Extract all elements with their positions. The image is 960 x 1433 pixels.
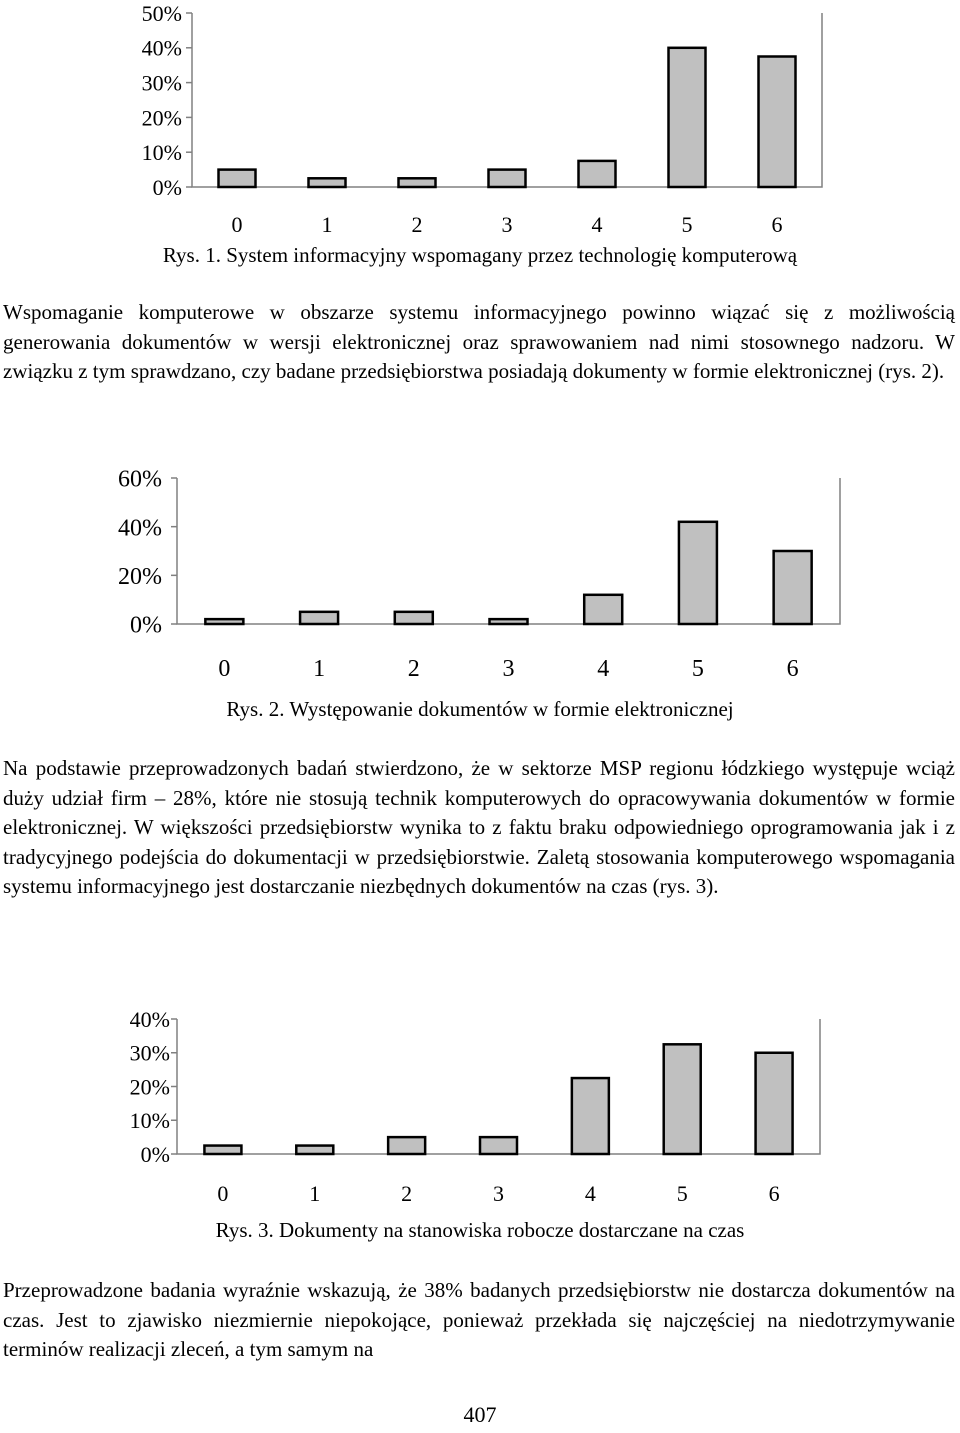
- bar: [219, 170, 256, 187]
- y-tick-label: 30%: [129, 1040, 170, 1066]
- chart-fig2-svg: [0, 450, 960, 690]
- x-tick-label: 2: [407, 656, 420, 682]
- bar: [399, 178, 436, 187]
- x-tick-label: 5: [681, 212, 693, 237]
- bar: [664, 1044, 701, 1154]
- paragraph-3: Przeprowadzone badania wyraźnie wskazują, że 38% badanych przedsiębiorstw nie dostarcza dokumentów na czas. Jest to zjawisko niezmiernie niepokojące, ponieważ przekłada się najczęściej na niedotrzymywanie terminów realizacji zleceń, a tym samym na: [3, 1278, 955, 1361]
- y-tick-label: 50%: [141, 0, 182, 26]
- bar: [204, 1146, 241, 1154]
- x-tick-label: 6: [771, 212, 783, 237]
- y-tick-label: 30%: [141, 70, 182, 96]
- bar: [759, 57, 796, 188]
- plot-frame: [192, 13, 822, 187]
- bar: [300, 612, 338, 624]
- plot-frame: [177, 478, 840, 624]
- bar: [480, 1137, 517, 1154]
- caption-fig1: Rys. 1. System informacyjny wspomagany przez technologię komputerową: [162, 243, 798, 267]
- paragraph-2: Na podstawie przeprowadzonych badań stwierdzono, że w sektorze MSP regionu łódzkiego występuje wciąż duży udział firm – 28%, które nie stosują technik komputerowych do opracowywania dokumentów w formie elektronicznej. W większości przedsiębiorstw wynika to z faktu braku odpowiedniego oprogramowania jak i z tradycyjnego podejścia do dokumentacji w przedsiębiorstwie. Zaletą stosowania komputerowego wspomagania systemu informacyjnego jest dostarczanie niezbędnych dokumentów na czas (rys. 3).: [3, 756, 955, 898]
- x-tick-label: 4: [597, 656, 610, 682]
- x-tick-label: 4: [591, 212, 603, 237]
- y-tick-label: 40%: [141, 35, 182, 61]
- bar: [490, 619, 528, 624]
- y-tick-label: 10%: [129, 1108, 170, 1134]
- bar: [572, 1078, 609, 1154]
- x-tick-label: 4: [584, 1181, 596, 1206]
- plot-frame: [177, 1019, 820, 1154]
- y-tick-label: 40%: [129, 1006, 170, 1032]
- y-tick-label: 20%: [129, 1074, 170, 1100]
- x-tick-label: 2: [411, 212, 423, 237]
- page-number: 407: [463, 1402, 497, 1427]
- y-tick-label: 20%: [141, 105, 182, 131]
- x-tick-label: 1: [321, 212, 333, 237]
- x-tick-label: 0: [218, 656, 231, 682]
- x-tick-label: 5: [691, 656, 704, 682]
- x-tick-label: 1: [313, 656, 326, 682]
- chart-fig1-svg: [0, 0, 960, 240]
- bar: [489, 170, 526, 187]
- chart-fig3-svg: [0, 1000, 960, 1210]
- x-tick-label: 1: [309, 1181, 321, 1206]
- y-tick-label: 0%: [152, 174, 182, 200]
- chart-fig2: [0, 450, 960, 690]
- chart-fig3: [0, 1000, 960, 1210]
- y-tick-label: 0%: [140, 1141, 170, 1167]
- caption-fig3: Rys. 3. Dokumenty na stanowiska robocze dostarczane na czas: [215, 1218, 745, 1242]
- y-tick-label: 10%: [141, 140, 182, 166]
- caption-fig2: Rys. 2. Występowanie dokumentów w formie elektronicznej: [226, 697, 734, 721]
- x-tick-label: 6: [786, 656, 799, 682]
- bar: [388, 1137, 425, 1154]
- y-tick-label: 60%: [118, 466, 162, 493]
- bar: [309, 178, 346, 187]
- x-tick-label: 3: [501, 212, 513, 237]
- bar: [774, 551, 812, 624]
- paragraph-1: Wspomaganie komputerowe w obszarze systemu informacyjnego powinno wiązać się z możliwością generowania dokumentów w wersji elektronicznej oraz sprawowaniem nad nimi stosownego nadzoru. W związku z tym sprawdzano, czy badane przedsiębiorstwa posiadają dokumenty w formie elektronicznej (rys. 2).: [3, 300, 955, 383]
- bar: [205, 619, 243, 624]
- bar: [395, 612, 433, 624]
- bar: [579, 161, 616, 187]
- bar: [669, 48, 706, 187]
- bar: [296, 1146, 333, 1154]
- x-tick-label: 5: [676, 1181, 688, 1206]
- y-tick-label: 0%: [130, 612, 162, 639]
- bar: [756, 1053, 793, 1154]
- chart-fig1: [0, 0, 960, 240]
- x-tick-label: 2: [401, 1181, 413, 1206]
- x-tick-label: 3: [502, 656, 515, 682]
- y-tick-label: 40%: [118, 515, 162, 542]
- bar: [679, 522, 717, 624]
- x-tick-label: 0: [231, 212, 243, 237]
- y-tick-label: 20%: [118, 563, 162, 590]
- x-tick-label: 0: [217, 1181, 229, 1206]
- x-tick-label: 6: [768, 1181, 780, 1206]
- bar: [584, 595, 622, 624]
- x-tick-label: 3: [493, 1181, 504, 1206]
